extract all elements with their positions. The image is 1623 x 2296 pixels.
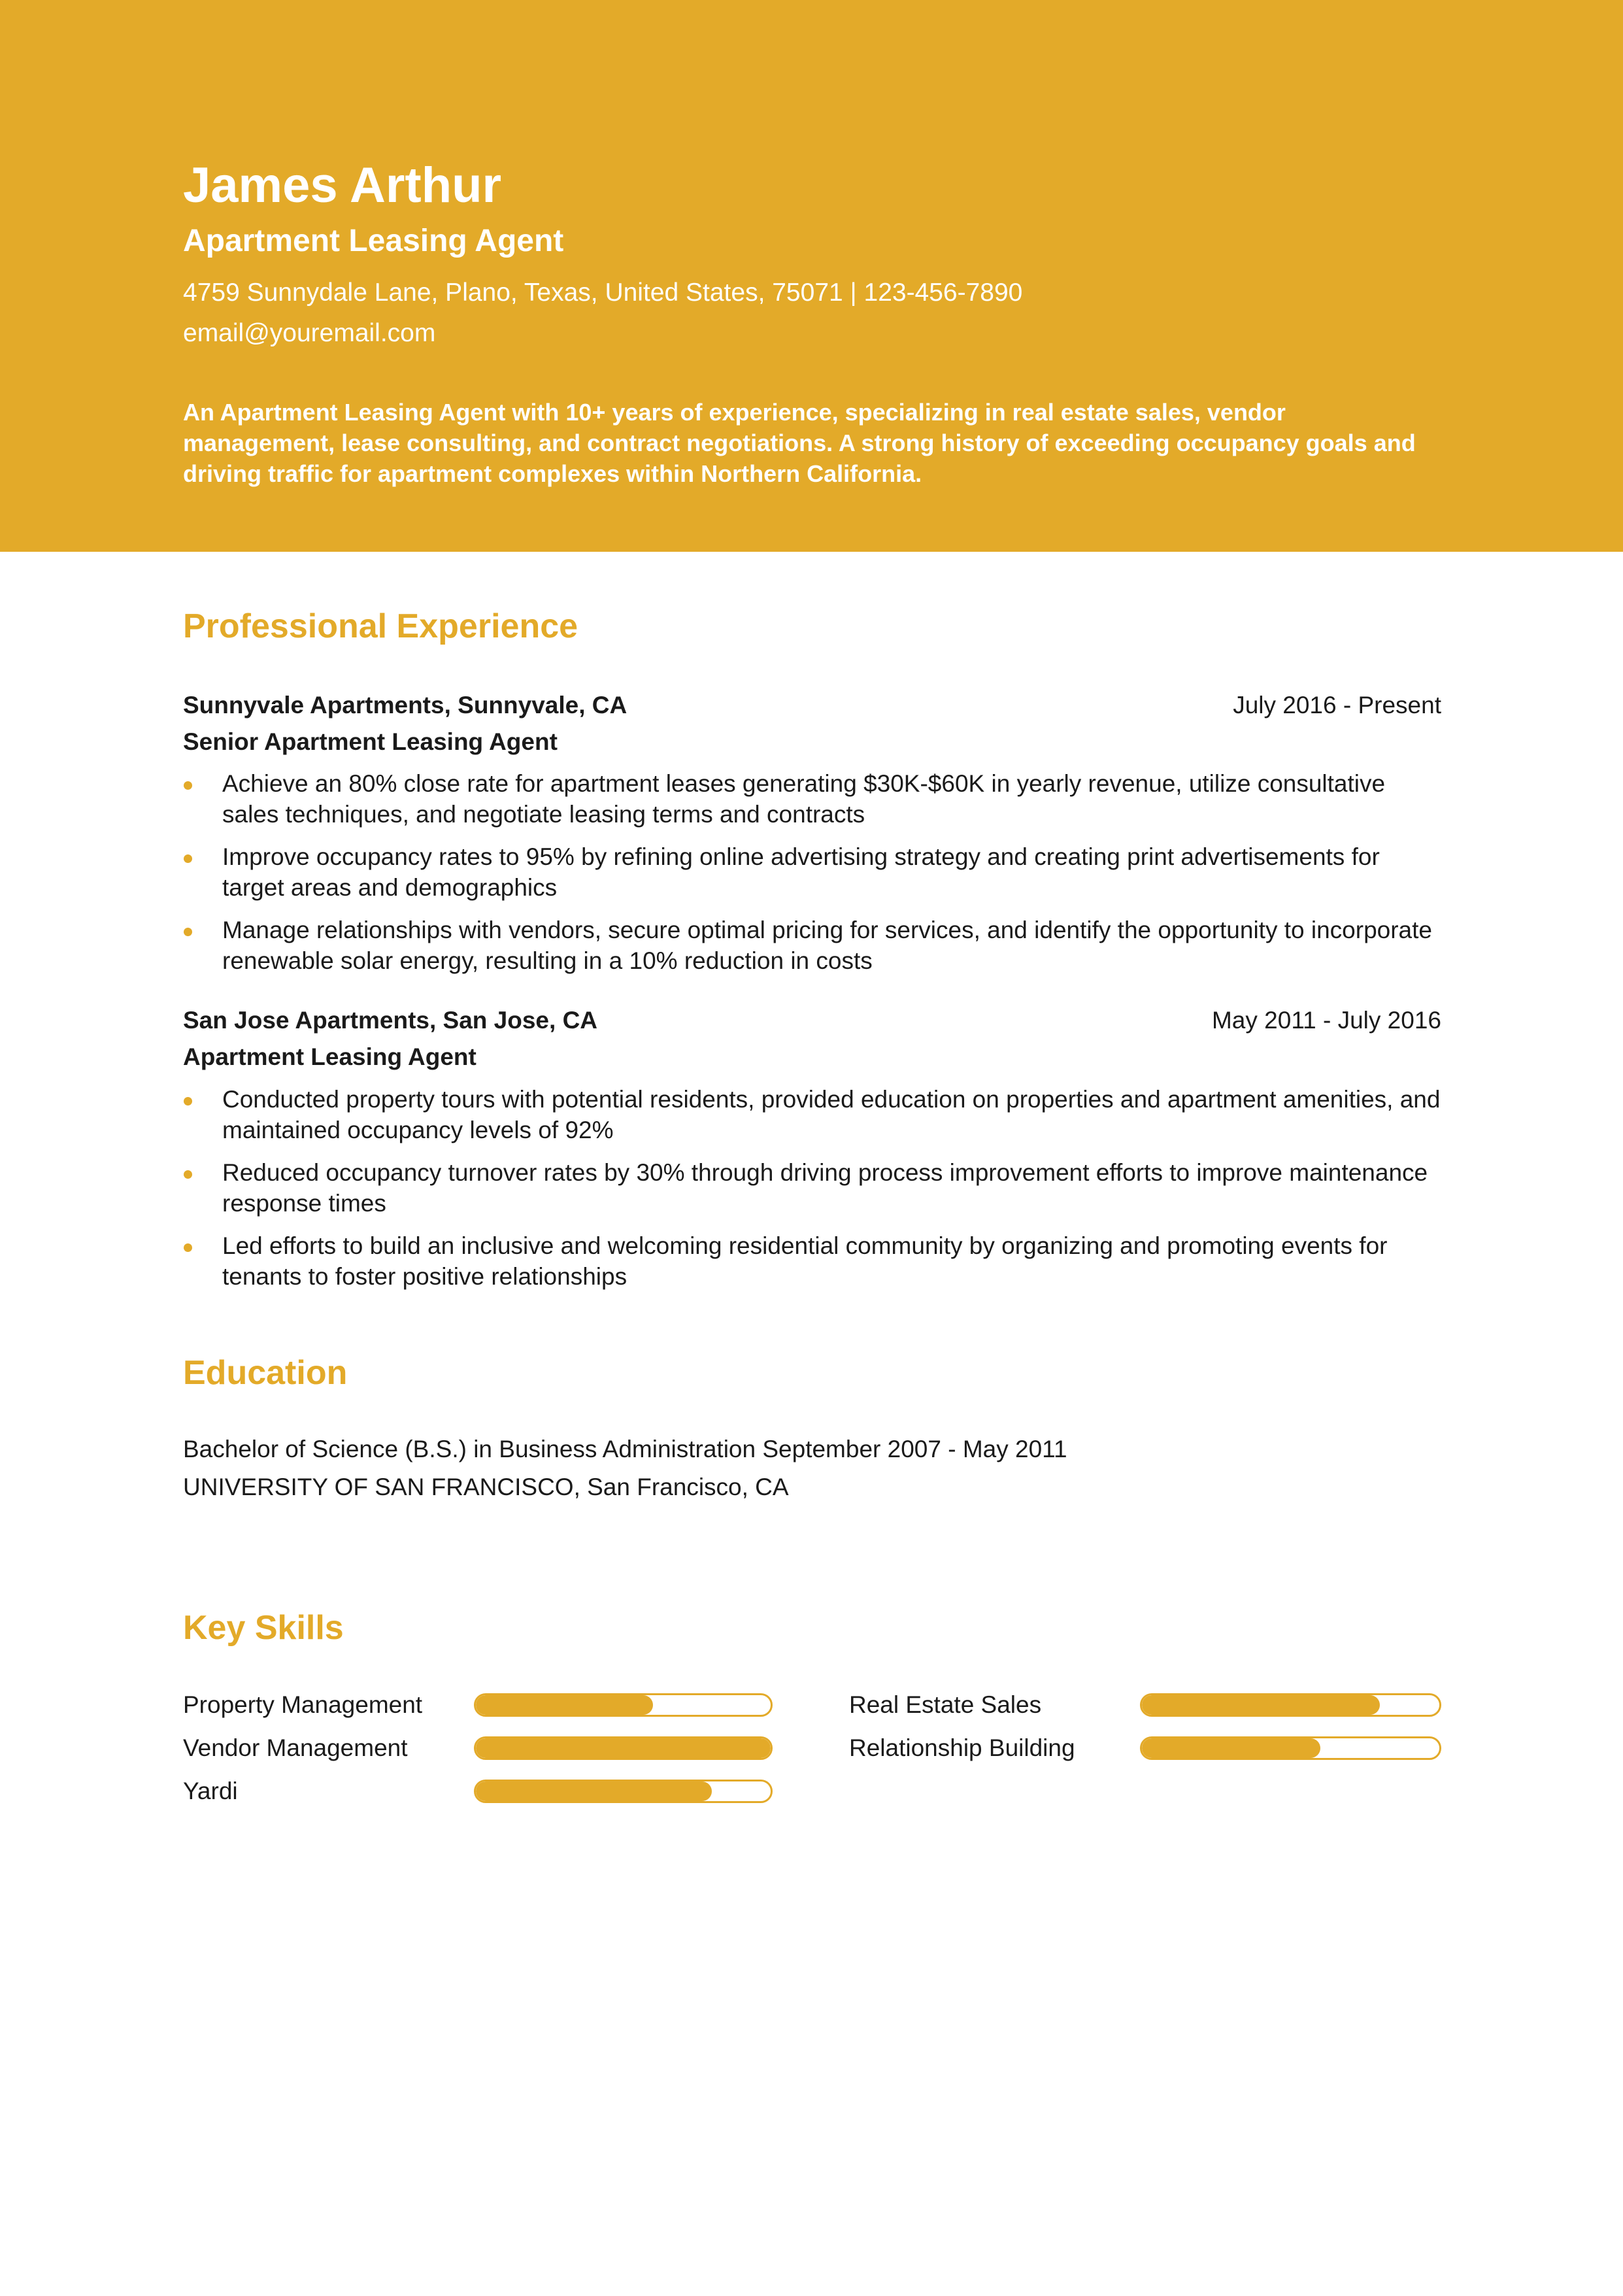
bullet-text: Manage relationships with vendors, secure optimal pricing for services, and identify the opportunity to incorporate renewable solar energy, resulting in a 10% reduction in costs: [222, 917, 1432, 974]
bullet-dot: [184, 781, 192, 790]
skill-bar: [1140, 1693, 1441, 1717]
bullet-dot: [184, 1097, 192, 1106]
education-entry: [183, 1430, 1441, 1506]
job-role: Apartment Leasing Agent: [183, 1043, 477, 1070]
skill-name: Relationship Building: [849, 1734, 1075, 1761]
job-bullets: [183, 1084, 1441, 1292]
contact-email: email@youremail.com: [183, 319, 436, 347]
candidate-name: James Arthur: [183, 158, 502, 213]
skill-name: Property Management: [183, 1691, 423, 1718]
bullet-item: [183, 768, 1441, 830]
bullet-text: Reduced occupancy turnover rates by 30% through driving process improvement efforts to improve maintenance response times: [222, 1159, 1428, 1217]
bullet-text: Achieve an 80% close rate for apartment leases generating $30K-$60K in yearly revenue, utilize consultative sales techniques, and negotiate leasing terms and contracts: [222, 770, 1386, 828]
job-dates: May 2011 - July 2016: [1211, 1007, 1441, 1034]
experience-section: [183, 607, 1441, 1292]
job-bullets: [183, 768, 1441, 976]
job-role: Senior Apartment Leasing Agent: [183, 728, 558, 755]
job-header: [183, 1002, 1441, 1039]
skill-item: [849, 1727, 1441, 1770]
skills-grid: [183, 1683, 1441, 1813]
section-heading-experience: Professional Experience: [183, 607, 578, 645]
education-section: [183, 1353, 1441, 1506]
education-school: UNIVERSITY OF SAN FRANCISCO, San Francisco, CA: [183, 1474, 789, 1500]
skill-bar-fill: [1142, 1695, 1380, 1715]
skill-item: [849, 1683, 1441, 1727]
header-banner: [0, 0, 1623, 552]
bullet-dot: [184, 1170, 192, 1179]
bullet-text: Conducted property tours with potential residents, provided education on properties and apartment amenities, and maintained occupancy levels of 92%: [222, 1086, 1441, 1143]
bullet-item: [183, 915, 1441, 976]
education-degree: Bachelor of Science (B.S.) in Business Administration September 2007 - May 2011: [183, 1436, 1067, 1462]
profile-summary: An Apartment Leasing Agent with 10+ years of experience, specializing in real estate sales, vendor management, lease consulting, and contract negotiations. A strong history of exceeding occupancy goals and driving traffic for apartment complexes within Northern California.: [183, 399, 1416, 487]
section-heading-skills: Key Skills: [183, 1609, 344, 1647]
bullet-text: Led efforts to build an inclusive and welcoming residential community by organizing and promoting events for tenants to foster positive relationships: [222, 1232, 1388, 1290]
bullet-dot: [184, 1243, 192, 1252]
job-entry: [183, 1002, 1441, 1292]
skill-name: Yardi: [183, 1778, 238, 1804]
contact-address-phone: 4759 Sunnydale Lane, Plano, Texas, United States, 75071 | 123-456-7890: [183, 279, 1023, 307]
skill-bar-fill: [476, 1738, 771, 1758]
job-company: San Jose Apartments, San Jose, CA: [183, 1007, 598, 1034]
skill-item: [183, 1727, 773, 1770]
job-header: [183, 687, 1441, 724]
bullet-item: [183, 1084, 1441, 1145]
skill-bar-fill: [1142, 1738, 1320, 1758]
bullet-item: [183, 841, 1441, 903]
bullet-item: [183, 1230, 1441, 1292]
skill-bar-fill: [476, 1695, 653, 1715]
skills-section: [183, 1608, 1441, 1813]
bullet-dot: [184, 854, 192, 863]
bullet-dot: [184, 928, 192, 936]
skill-item: [183, 1683, 773, 1727]
section-heading-education: Education: [183, 1354, 348, 1392]
bullet-text: Improve occupancy rates to 95% by refining online advertising strategy and creating print advertisements for target areas and demographics: [222, 843, 1380, 901]
skill-bar: [474, 1780, 773, 1803]
skill-bar: [1140, 1736, 1441, 1760]
skill-bar: [474, 1736, 773, 1760]
job-title: Apartment Leasing Agent: [183, 224, 564, 258]
skill-bar: [474, 1693, 773, 1717]
job-entry: [183, 687, 1441, 976]
job-company: Sunnyvale Apartments, Sunnyvale, CA: [183, 692, 627, 718]
skill-bar-fill: [476, 1781, 712, 1801]
skill-name: Vendor Management: [183, 1734, 408, 1761]
skill-name: Real Estate Sales: [849, 1691, 1042, 1718]
job-dates: July 2016 - Present: [1233, 692, 1441, 718]
skill-item: [183, 1770, 773, 1813]
contact-info: [183, 273, 1441, 354]
bullet-item: [183, 1157, 1441, 1219]
resume-body: [0, 607, 1623, 1813]
